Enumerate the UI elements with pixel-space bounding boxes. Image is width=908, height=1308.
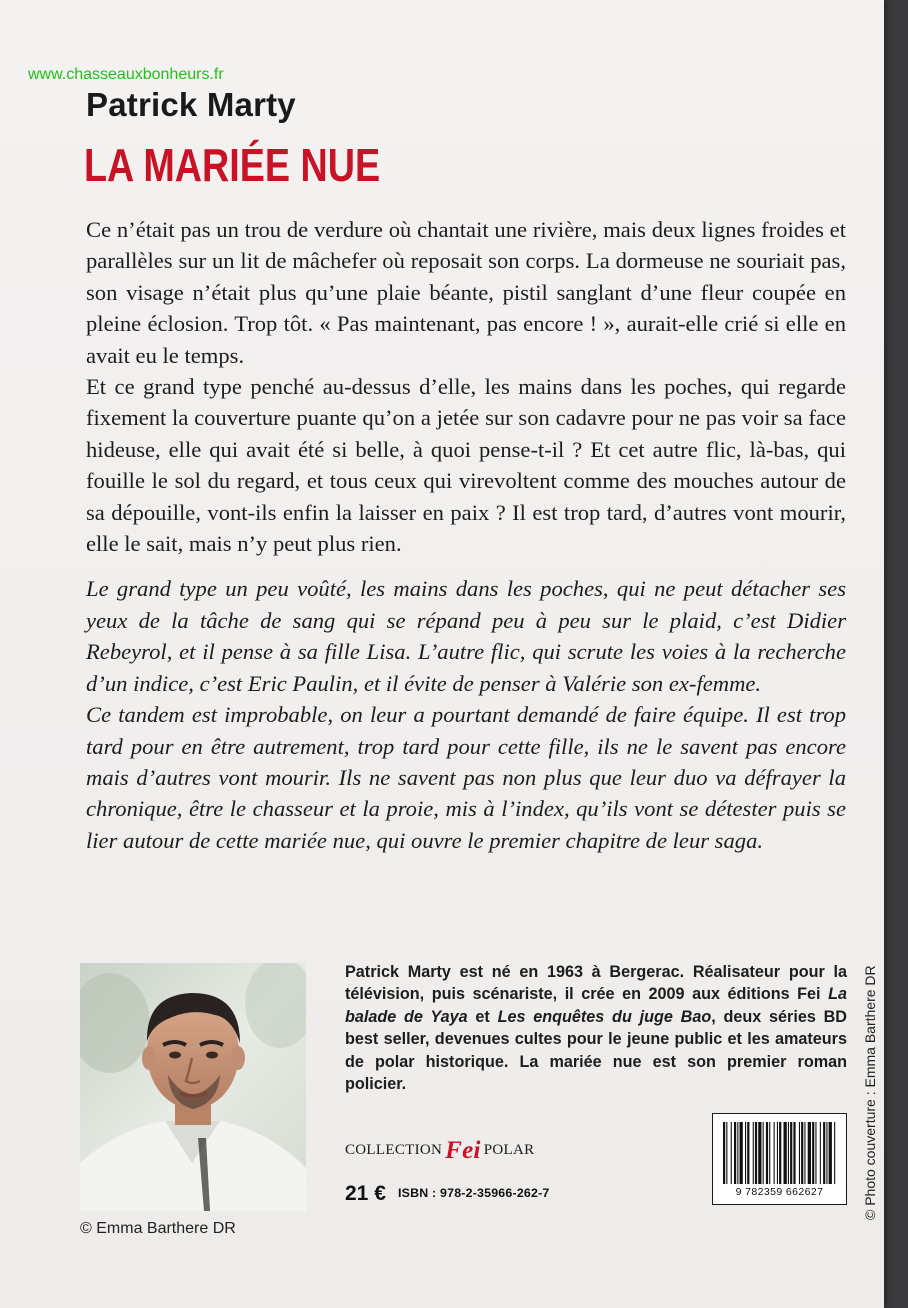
bio-text-2: et bbox=[467, 1007, 498, 1026]
barcode-bar bbox=[774, 1122, 775, 1184]
barcode-bar bbox=[829, 1122, 832, 1184]
barcode-bar bbox=[779, 1122, 781, 1184]
barcode-bar bbox=[755, 1122, 757, 1184]
barcode-bar bbox=[834, 1122, 835, 1184]
author-portrait-illustration bbox=[80, 963, 306, 1211]
barcode-bar bbox=[826, 1122, 827, 1184]
barcode-bar bbox=[766, 1122, 768, 1184]
author-photo bbox=[80, 963, 306, 1211]
barcode-bar bbox=[734, 1122, 736, 1184]
author-bio bbox=[345, 961, 847, 1095]
synopsis-paragraph-4: Ce tandem est improbable, on leur a pourtant demandé de faire équipe. Il est trop tard pour en être autrement, trop tard pour cette fille, ils ne le savent pas encore mais d’autres vont mourir. Ils ne savent pas non plus que leur duo va défrayer la chronique, être le chasseur et la proie, mis à l’index, qu’ils vont se détester puis se lier autour de cette mariée nue, qui ouvre le premier chapitre de leur saga. bbox=[86, 702, 846, 853]
bio-series-2: Les enquêtes du juge Bao bbox=[497, 1007, 712, 1026]
barcode-bar bbox=[731, 1122, 732, 1184]
collection-suffix: POLAR bbox=[483, 1142, 535, 1158]
price: 21 € bbox=[345, 1182, 386, 1205]
isbn: ISBN : 978-2-35966-262-7 bbox=[398, 1186, 550, 1200]
book-title: LA MARIÉE NUE bbox=[84, 139, 381, 191]
barcode bbox=[712, 1113, 847, 1205]
barcode-bars bbox=[721, 1122, 838, 1184]
barcode-bar bbox=[723, 1122, 725, 1184]
barcode-bar bbox=[820, 1122, 821, 1184]
barcode-bar bbox=[790, 1122, 792, 1184]
bio-series-1: La balade de Yaya bbox=[345, 985, 847, 1026]
publisher-brand: Fei bbox=[445, 1137, 481, 1164]
barcode-bar bbox=[812, 1122, 814, 1184]
barcode-bar bbox=[740, 1122, 743, 1184]
barcode-bar bbox=[747, 1122, 749, 1184]
barcode-bar bbox=[784, 1122, 787, 1184]
synopsis-paragraph-2: Et ce grand type penché au-dessus d’elle, les mains dans les poches, qui regarde fixement la couverture puante qu’on a jetée sur son cadavre pour ne pas voir sa face hideuse, elle qui avait été si belle, à quoi pense-t-il ? Et cet autre flic, là-bas, qui fouille le sol du regard, et tous ceux qui virevoltent comme des mouches autour de sa dépouille, vont-ils enfin la laisser en paix ? Il est trop tard, d’autres vont mourir, elle le sait, mais n’y peut plus rien. bbox=[86, 374, 846, 557]
barcode-bar bbox=[804, 1122, 805, 1184]
barcode-bar bbox=[745, 1122, 746, 1184]
synopsis-paragraph-1: Ce n’était pas un trou de verdure où chantait une rivière, mais deux lignes froides et parallèles sur un lit de mâchefer où reposait son corps. La dormeuse ne souriait pas, son visage n’était plus qu’une plaie béante, pistil sanglant d’une fleur coupée en pleine éclosion. Trop tôt. « Pas maintenant, pas encore ! », aurait-elle crié si elle en avait eu le temps. bbox=[86, 217, 846, 368]
bio-text-3: , deux séries BD best seller, devenues cultes pour le jeune public et les amateurs de polar historique. La mariée nue est son premier roman policier. bbox=[345, 1007, 847, 1094]
barcode-bar bbox=[801, 1122, 803, 1184]
barcode-bar bbox=[726, 1122, 727, 1184]
barcode-bar bbox=[737, 1122, 738, 1184]
synopsis-paragraph-3: Le grand type un peu voûté, les mains dans les poches, qui ne peut détacher ses yeux de la tâche de sang qui se répand peu à peu sur le plaid, c’est Didier Rebeyrol, et il pense à sa fille Lisa. L’autre flic, qui scrute les voies à la recherche d’un indice, c’est Eric Paulin, et il évite de penser à Valérie son ex-femme. bbox=[86, 576, 846, 696]
barcode-bar bbox=[763, 1122, 764, 1184]
barcode-number: 9 782359 662627 bbox=[735, 1186, 824, 1198]
author-name: Patrick Marty bbox=[86, 86, 296, 123]
watermark-url: www.chasseauxbonheurs.fr bbox=[28, 66, 224, 83]
synopsis bbox=[86, 214, 846, 856]
photo-credit: © Emma Barthere DR bbox=[80, 1220, 236, 1237]
barcode-bar bbox=[815, 1122, 816, 1184]
cover-photo-credit: © Photo couverture : Emma Barthere DR bbox=[862, 965, 878, 1220]
collection-prefix: COLLECTION bbox=[345, 1142, 443, 1158]
barcode-bar bbox=[769, 1122, 770, 1184]
barcode-bar bbox=[758, 1122, 761, 1184]
barcode-bar bbox=[823, 1122, 825, 1184]
barcode-bar bbox=[793, 1122, 795, 1184]
bio-text-1: Patrick Marty est né en 1963 à Bergerac. Réalisateur pour la télévision, puis scénariste, il crée en 2009 aux éditions Fei bbox=[345, 963, 847, 1004]
barcode-bar bbox=[788, 1122, 789, 1184]
barcode-bar bbox=[777, 1122, 778, 1184]
barcode-bar bbox=[753, 1122, 754, 1184]
barcode-bar bbox=[799, 1122, 800, 1184]
collection-logo bbox=[345, 1138, 534, 1163]
barcode-bar bbox=[808, 1122, 811, 1184]
